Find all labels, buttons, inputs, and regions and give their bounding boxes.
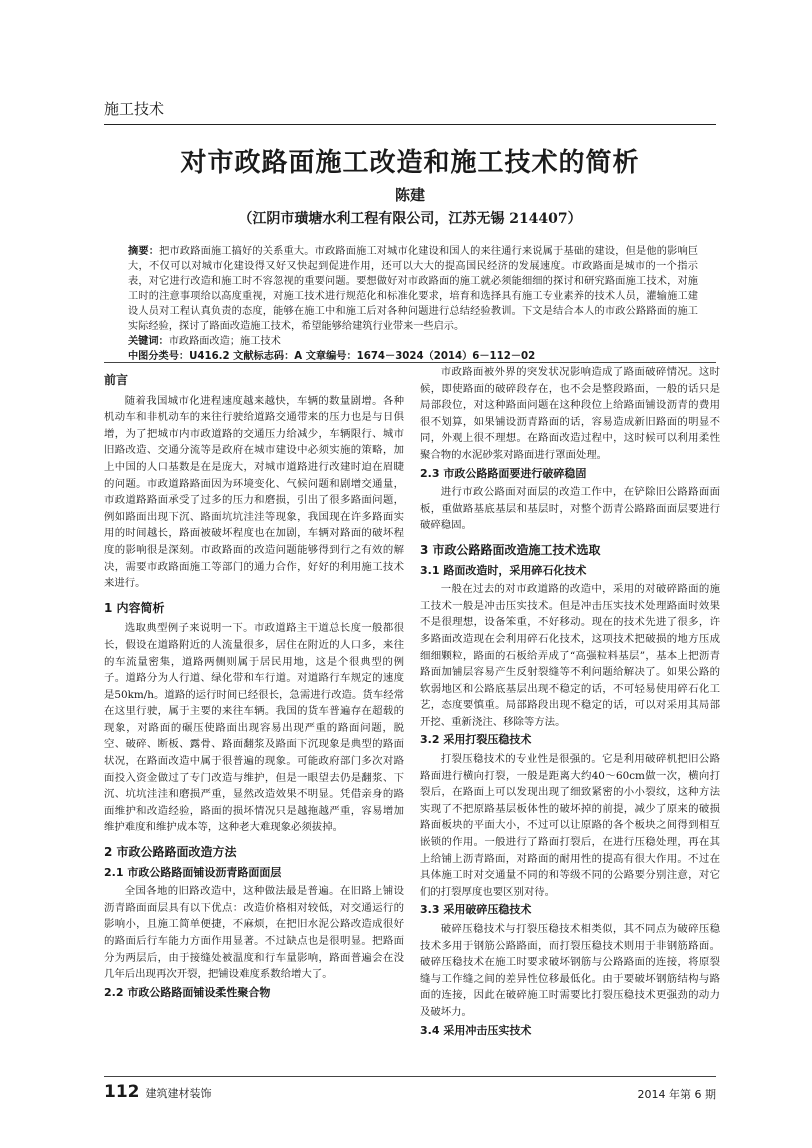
issue-label: 2014 年第 6 期 bbox=[637, 1088, 716, 1101]
section-1-heading: 1 内容简析 bbox=[104, 600, 165, 615]
section-3-3-heading: 3.3 采用破碎压稳技术 bbox=[420, 903, 532, 917]
abstract-block bbox=[128, 244, 698, 364]
article-author: 陈建 bbox=[394, 186, 425, 204]
footer-divider bbox=[104, 1076, 716, 1077]
section-2-3-heading: 2.3 市政公路路面要进行破碎稳固 bbox=[420, 466, 587, 480]
journal-name: 建筑建材装饰 bbox=[145, 1087, 212, 1100]
section-3-heading: 3 市政公路路面改造施工技术选取 bbox=[420, 542, 601, 557]
page-number: 112 bbox=[104, 1082, 140, 1102]
section-3-1-heading: 3.1 路面改造时，采用碎石化技术 bbox=[420, 563, 587, 577]
section-3-4-heading: 3.4 采用冲击压实技术 bbox=[420, 1023, 532, 1037]
keywords-label: 关键词： bbox=[128, 336, 169, 347]
section-tag: 施工技术 bbox=[104, 100, 165, 118]
left-column bbox=[104, 372, 404, 1003]
keywords-text: 市政路面改造；施工技术 bbox=[168, 336, 281, 347]
abstract-divider bbox=[104, 362, 716, 363]
header-rule bbox=[104, 124, 716, 125]
right-column bbox=[420, 364, 720, 1041]
preface-heading: 前言 bbox=[104, 373, 129, 387]
section-3-2-paragraph: 打裂压稳技术的专业性是很强的。它是利用破碎机把旧公路路面进行横向打裂，一般是距离大约40～60cm做一次，横向打裂后，在路面上可以发现出现了细致紧密的小小裂纹，这种方法实现了不把原路基层板体性的破坏掉的前提，减少了原来的破损路面板块的平面大小，不过可以让原路的各个板块之间得到相互嵌锁的作用。一般进行了路面打裂后，在进行压稳处理，再在其上给铺上沥青路面，对路面的耐用性的提高有很大作用。不过在具体施工时对交通量不同的和等级不同的公路要分别注意，对它们的打裂厚度也要区别对待。 bbox=[420, 753, 720, 898]
preface-paragraph: 随着我国城市化进程速度越来越快，车辆的数量剧增。各种机动车和非机动车的来往行驶给道路交通带来的压力也是与日俱增，为了把城市内市政道路的交通压力给减少，车辆限行、城市旧路改造、交通分流等是政府在城市建设中必须实施的策略，加上中国的人口基数是在是庞大，对城市道路进行改建时迫在眉睫的问题。市政道路路面因为环境变化、气候问题和剧增交通量，市政道路路面承受了过多的压力和磨损，引出了很多路面问题，例如路面出现下沉、路面坑坑洼洼等现象，我国现在许多路面实用的时间越长，路面被破坏程度也在加剧，车辆对路面的破坏程度的影响很是深刻。市政路面的改造问题能够得到行之有效的解决，需要市政路面施工等部门的通力合作，好好的利用施工技术来进行。 bbox=[104, 394, 404, 590]
section-2-2-paragraph: 市政路面被外界的突发状况影响造成了路面破碎情况。这时候，即使路面的破碎段存在，也不会是整段路面，一般的话只是局部段位，对这种路面问题在这种段位上给路面铺设沥青的费用很不划算，如果铺设沥青路面的话，容易造成新旧路面的明显不同，外观上很不理想。在路面改造过程中，这时候可以利用柔性聚合物的水泥砂浆对路面进行罩面处理。 bbox=[420, 366, 720, 461]
classification-text: 中图分类号：U416.2 文献标志码：A 文章编号：1674－3024（2014）6－112－02 bbox=[128, 351, 536, 362]
keywords-line bbox=[128, 334, 698, 349]
section-3-3-paragraph: 破碎压稳技术与打裂压稳技术相类似，其不同点为破碎压稳技术多用于钢筋公路路面，而打裂压稳技术则用于非钢筋路面。破碎压稳技术在施工时要求破坏钢筋与公路路面的连接，将原裂缝与工作缝之间的差异性位移最低化。由于要破坏钢筋结构与路面的连接，因此在破碎施工时需要比打裂压稳技术更强劲的动力及破坏力。 bbox=[420, 923, 720, 1018]
section-2-3-paragraph: 进行市政公路面对面层的改造工作中，在铲除旧公路路面面板，重做路基底基层和基层时，对整个沥青公路路面面层要进行破碎稳固。 bbox=[420, 486, 720, 532]
article-affiliation: （江阴市璜塘水利工程有限公司，江苏无锡 214407） bbox=[238, 211, 582, 227]
section-3-2-heading: 3.2 采用打裂压稳技术 bbox=[420, 733, 532, 747]
section-2-1-heading: 2.1 市政公路路面铺设沥青路面面层 bbox=[104, 865, 282, 879]
section-2-heading: 2 市政公路路面改造方法 bbox=[104, 845, 237, 860]
abstract-paragraph bbox=[128, 244, 698, 334]
article-title: 对市政路面施工改造和施工技术的简析 bbox=[180, 148, 640, 178]
section-3-1-paragraph: 一般在过去的对市政道路的改造中，采用的对破碎路面的施工技术一般是冲击压实技术。但是冲击压实技术处理路面时效果不是很理想，设备笨重，不好移动。现在的技术先进了很多，许多路面改造现在会利用碎石化技术，这项技术把破损的地方压成细细颗粒，路面的石板给弄成了“高强粒料基层”，基本上把沥青路面加铺层容易产生反射裂缝等不利问题给解决了。如果公路的软弱地区和公路底基层出现不稳定的话，不可轻易使用碎石化工艺，态度要慎重。局部路段出现不稳定的话，可以对采用其局部开挖、重新浇注、移除等方法。 bbox=[420, 583, 720, 728]
section-1-paragraph: 选取典型例子来说明一下。市政道路主干道总长度一般都很长，假设在道路附近的人流量很多，居住在附近的人口多，来往的车流量密集，道路两侧则属于居民用地，这是个很典型的例子。道路分为人行道、绿化带和车行道。对道路行车规定的速度是50km/h。道路的运行时间已经很长，急需进行改造。货车经常在这里行驶，属于主要的来往车辆。我国的货车普遍存在超载的现象，对路面的碾压使路面出现容易出现严重的路面问题，脱空、破碎、断板、露骨、路面翻浆及路面下沉现象是典型的路面状况，在路面改造中属于很普遍的现象。可能政府部门多次对路面投入资金做过了专门改造与维护，但是一眼望去仍是翻浆、下沉、坑坑洼洼和磨损严重，显然改造效果不明显。凭借亲身的路面维护和改造经验，路面的损坏情况只是越拖越严重，容易增加维护难度和维护成本等，这种老大难现象必须拔掉。 bbox=[104, 622, 404, 834]
section-2-2-heading: 2.2 市政公路路面铺设柔性聚合物 bbox=[104, 985, 271, 999]
section-2-1-paragraph: 全国各地的旧路改造中，这种做法最是普遍。在旧路上铺设沥青路面面层具有以下优点：改造价格相对较低，对交通运行的影响小，且施工简单便捷，不麻烦，在把旧水泥公路改造成很好的路面后行车能力方面作用显著。不过缺点也是很明显。把路面分为两层后，由于接缝处被温度和行车量影响，路面普遍会在没几年后出现再次开裂，把铺设难度系数给增大了。 bbox=[104, 885, 404, 981]
footer-left bbox=[104, 1082, 212, 1102]
abstract-label: 摘要： bbox=[128, 246, 160, 257]
abstract-text: 把市政路面施工搞好的关系重大。市政路面施工对城市化建设和国人的来往通行来说属于基础的建设，但是他的影响巨大，不仅可以对城市化建设得又好又快起到促进作用，还可以大大的提高国民经济的发展速度。市政路面是城市的一个指示表，对它进行改造和施工时不容忽视的重要问题。要想做好对市政路面的施工就必须能细细的探讨和研究路面施工技术，对施工时的注意事项给以高度重视，对施工技术进行规范化和标准化要求，培育和选择具有施工专业素养的技术人员，灌输施工建设人员对工程认真负责的态度，能够在施工中和施工后对各种问题进行总结经验教训。下文是结合本人的市政公路路面的施工实际经验，探讨了路面改造施工技术，希望能够给建筑行业带来一些启示。 bbox=[128, 246, 699, 332]
